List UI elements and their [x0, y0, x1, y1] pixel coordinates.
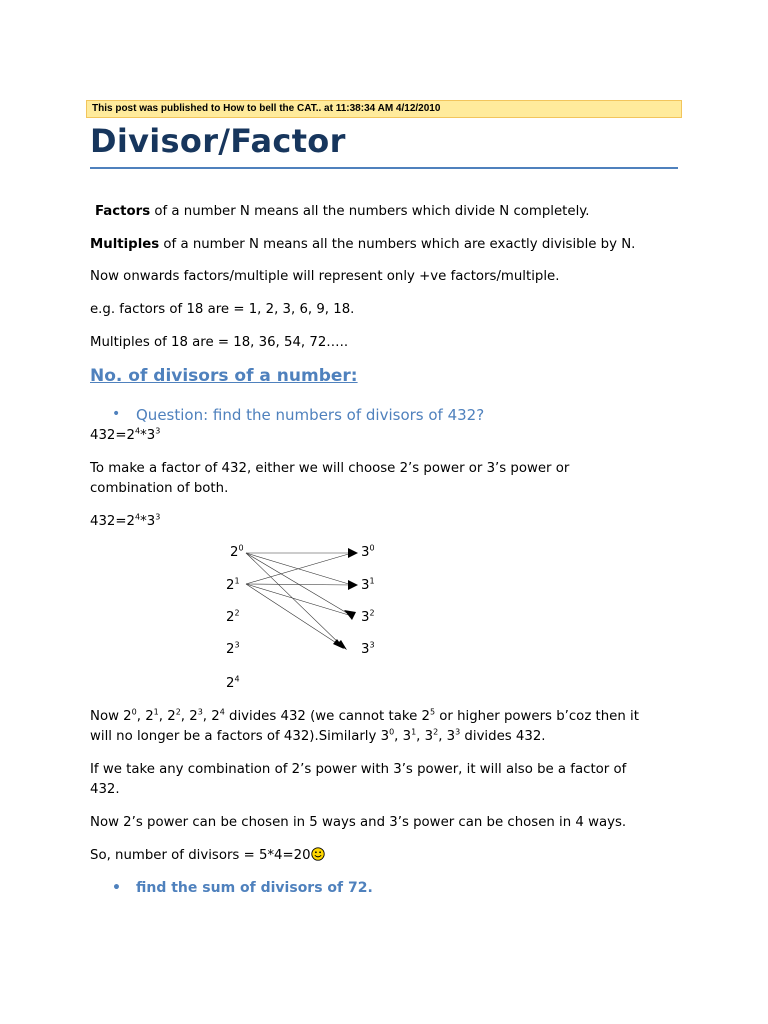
line-2-0-to-3-3 [246, 553, 344, 648]
equation-432 [90, 426, 160, 446]
example-multiples: Multiples of 18 are = 18, 36, 54, 72….. [90, 335, 349, 350]
eq2-base-3: *3 [140, 514, 156, 529]
question-1-text: Question: find the numbers of divisors of 432? [136, 406, 485, 424]
right-3-pow-2: $3^2$ [361, 608, 375, 625]
factors-definition [95, 202, 589, 222]
conclusion-p1-line2: will no longer be a factors of 432).Similarly $3^0$, $3^1$, $3^2$, $3^3$ divides 432. [90, 727, 546, 744]
page-title: Divisor/Factor [90, 122, 346, 160]
explain-line-1: To make a factor of 432, either we will choose 2’s power or 3’s power or [90, 461, 570, 476]
line-2-1-to-3-2 [246, 584, 352, 616]
line-2-1-to-3-3 [246, 584, 344, 648]
right-3-pow-1: $3^1$ [361, 576, 375, 593]
conclusion-p3: Now 2’s power can be chosen in 5 ways and 3’s power can be chosen in 4 ways. [90, 815, 627, 830]
multiples-definition [90, 235, 635, 255]
eq-base-2: 432=2 [90, 428, 135, 443]
title-underline [90, 167, 678, 169]
left-2-pow-0: $2^0$ [230, 543, 244, 560]
example-factors: e.g. factors of 18 are = 1, 2, 3, 6, 9, 18. [90, 302, 355, 317]
right-3-pow-3: $3^3$ [361, 640, 375, 657]
conclusion-p2-line1: If we take any combination of 2’s power with 3’s power, it will also be a factor of [90, 762, 627, 777]
eq2-exp-3: 3 [155, 512, 161, 522]
factors-def-text: of a number N means all the numbers which divide N completely. [150, 204, 590, 219]
left-2-pow-1: $2^1$ [226, 576, 240, 593]
conclusion-p4 [90, 846, 325, 866]
explain-line-2: combination of both. [90, 481, 229, 496]
right-3-pow-0: $3^0$ [361, 543, 375, 560]
section-heading: No. of divisors of a number: [90, 366, 358, 386]
eq-exp-3: 3 [155, 426, 161, 436]
bullet-dot-2: • [112, 880, 121, 896]
eq-exp-4: 4 [134, 426, 141, 436]
conclusion-p2-line2: 432. [90, 782, 120, 797]
equation-432-repeat [90, 512, 160, 532]
arrowhead-3-0 [348, 548, 358, 558]
eq2-base-2: 432=2 [90, 514, 135, 529]
left-2-pow-4: $2^4$ [226, 674, 240, 691]
left-2-pow-2: $2^2$ [226, 608, 240, 625]
left-2-pow-3: $2^3$ [226, 640, 240, 657]
multiples-def-text: of a number N means all the numbers which are exactly divisible by N. [159, 237, 636, 252]
question-2-text: find the sum of divisors of 72. [136, 880, 373, 896]
conclusion-p1-line1: Now $2^0$, $2^1$, $2^2$, $2^3$, $2^4$ divides 432 (we cannot take $2^5$ or higher powers b’coz then it [90, 707, 639, 724]
line-2-1-to-3-1 [246, 584, 352, 585]
power-mapping-diagram [220, 538, 400, 698]
multiples-term: Multiples [90, 237, 160, 252]
factors-term: Factors [95, 204, 151, 219]
arrowhead-3-1 [348, 580, 358, 590]
smiley-icon [311, 847, 325, 861]
arrowhead-3-2 [344, 610, 356, 620]
eq-base-3: *3 [140, 428, 156, 443]
bullet-dot: • [112, 406, 121, 422]
eq2-exp-4: 4 [134, 512, 141, 522]
publish-banner: This post was published to How to bell the CAT.. at 11:38:34 AM 4/12/2010 [86, 100, 682, 118]
divisor-count-text: So, number of divisors = 5*4=20 [90, 848, 311, 863]
positive-note: Now onwards factors/multiple will represent only +ve factors/multiple. [90, 269, 560, 284]
